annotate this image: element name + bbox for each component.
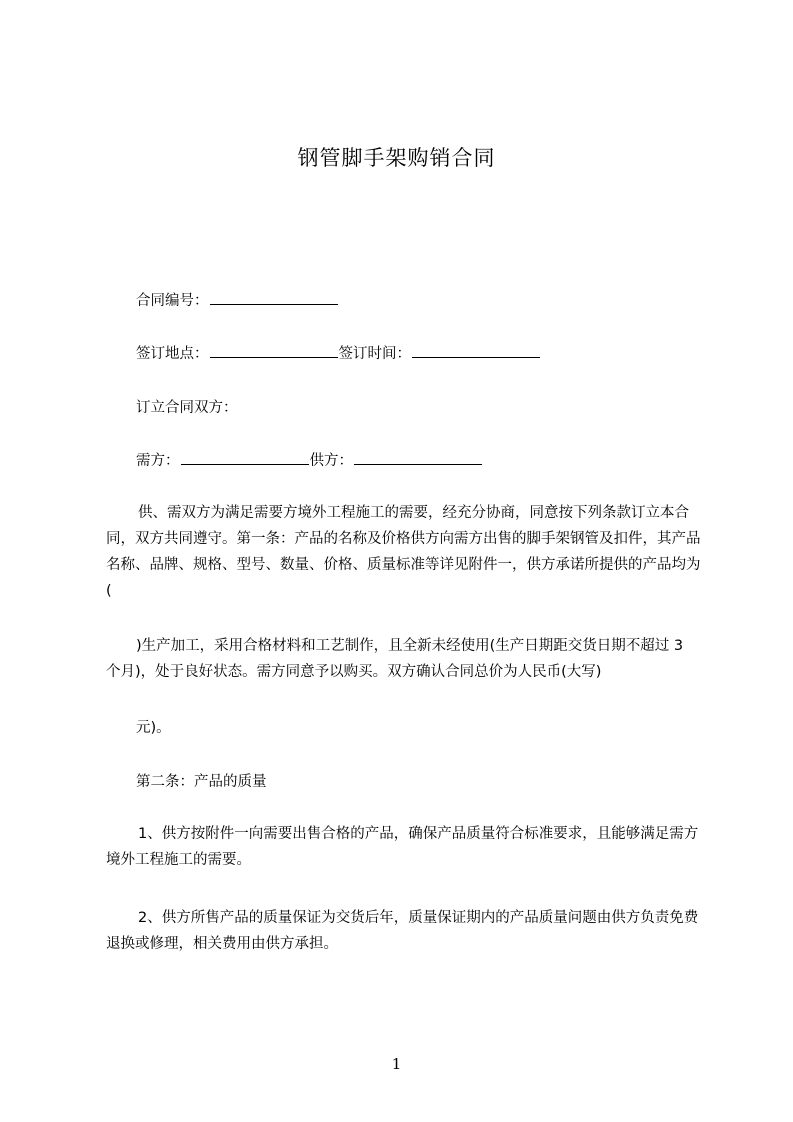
parties-heading: 订立合同双方： xyxy=(136,400,238,416)
quality-item-2: 2、供方所售产品的质量保证为交货后年，质量保证期内的产品质量问题由供方负责免费退换或修理，相关费用由供方承担。 xyxy=(106,910,699,952)
buyer-blank xyxy=(181,450,309,465)
page-number: 1 xyxy=(391,1055,402,1073)
sign-time-blank xyxy=(412,343,540,358)
contract-number-blank xyxy=(210,290,338,305)
buyer-label: 需方： xyxy=(136,453,180,469)
sign-place-label: 签订地点： xyxy=(136,346,209,362)
document-title: 钢管脚手架购销合同 xyxy=(297,146,496,170)
sign-place-blank xyxy=(210,343,338,358)
seller-label: 供方： xyxy=(309,453,353,469)
paragraph-yuan: 元)。 xyxy=(136,720,171,736)
parties-line xyxy=(136,450,483,472)
seller-blank xyxy=(354,450,482,465)
article-2-heading: 第二条：产品的质量 xyxy=(136,774,267,790)
signing-line xyxy=(136,343,541,365)
paragraph-article-1: 供、需双方为满足需要方境外工程施工的需要，经充分协商，同意按下列条款订立本合同，双方共同遵守。第一条：产品的名称及价格供方向需方出售的脚手架钢管及扣件，其产品名称、品牌、规格、型号、数量、价格、质量标准等详见附件一，供方承诺所提供的产品均为( xyxy=(106,505,701,599)
sign-time-label: 签订时间： xyxy=(338,346,411,362)
contract-number-line xyxy=(136,290,339,312)
quality-item-1: 1、供方按附件一向需要出售合格的产品，确保产品质量符合标准要求，且能够满足需方境外工程施工的需要。 xyxy=(106,826,699,868)
paragraph-price: )生产加工，采用合格材料和工艺制作，且全新未经使用(生产日期距交货日期不超过 3 个月)，处于良好状态。需方同意予以购买。双方确认合同总价为人民币(大写) xyxy=(106,638,684,680)
contract-number-label: 合同编号： xyxy=(136,293,209,309)
